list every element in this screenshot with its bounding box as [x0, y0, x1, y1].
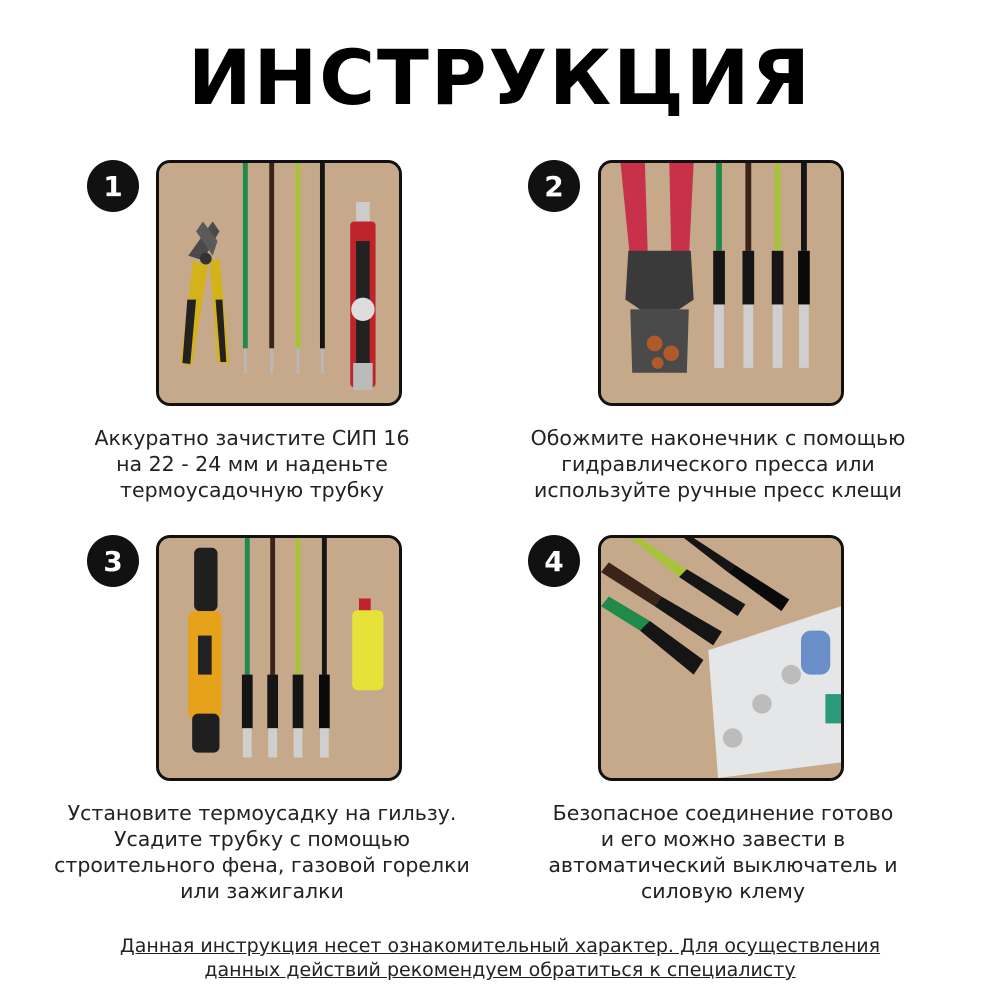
step-3-badge: 3 — [87, 535, 139, 587]
step-4-photo — [598, 535, 844, 781]
torch-lighter-heatshrink-image — [159, 538, 399, 778]
step-3-photo — [156, 535, 402, 781]
lighter-icon — [352, 598, 383, 690]
page-title: ИНСТРУКЦИЯ — [188, 33, 812, 122]
step-1-photo — [156, 160, 402, 406]
stripped-wires-pliers-knife-image — [159, 163, 399, 403]
step-4-badge: 4 — [528, 535, 580, 587]
utility-knife-icon — [350, 202, 375, 390]
step-2-caption: Обожмите наконечник с помощью гидравлического пресса или используйте ручные пресс клещи — [530, 426, 906, 502]
step-1-caption: Аккуратно зачистите СИП 16 на 22 - 24 мм и наденьте термоусадочную трубку — [94, 426, 410, 502]
step-1-badge: 1 — [87, 160, 139, 212]
step-3-caption: Установите термоусадку на гильзу. Усадите трубку с помощью строительного фена, газовой горелки или зажигалки — [54, 801, 470, 903]
breaker-connection-image — [601, 538, 841, 778]
disclaimer: Данная инструкция несет ознакомительный характер. Для осуществления данных действий рекомендуем обратиться к специалисту — [119, 935, 881, 981]
step-2-photo — [598, 160, 844, 406]
crimp-tool-lugs-image — [601, 163, 841, 403]
step-2-badge: 2 — [528, 160, 580, 212]
step-4-caption: Безопасное соединение готово и его можно завести в автоматический выключатель и силовую клему — [548, 801, 898, 903]
